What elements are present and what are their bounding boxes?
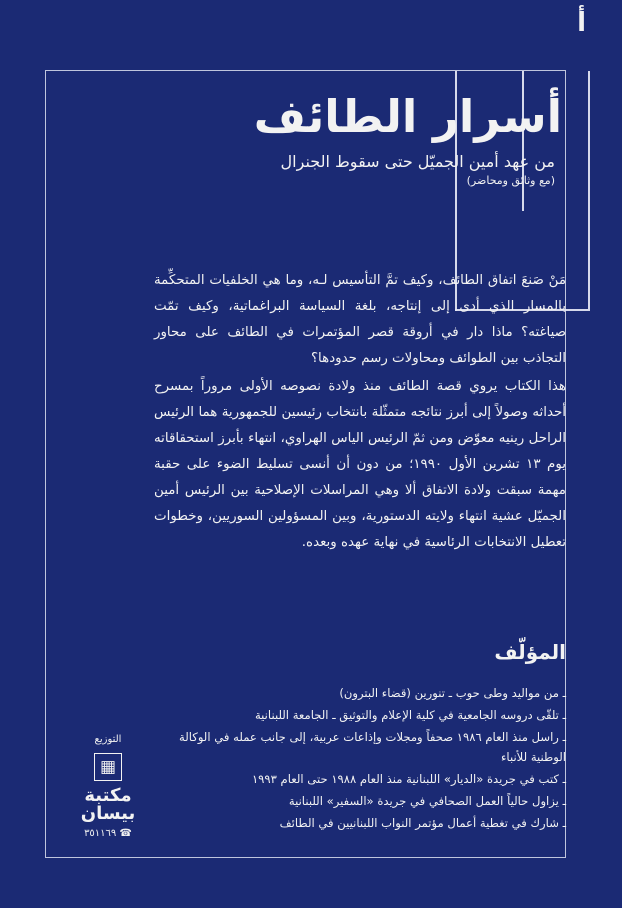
description-paragraph-1: مَنْ صَنعَ اتفاق الطائف، وكيف تمَّ التأسيس لـه، وما هي الخلفيات المتحكِّمة بالمسار الذي أدى إلى إنتاجه، بلغة السياسة البراغماتية، وكيف تمّت صياغته؟ ماذا دار في أروقة قصر المؤتمرات في الطائف على محاور التجاذب بين الطوائف ومحاولات رسم حدودها؟ bbox=[154, 273, 566, 366]
author-bio-list bbox=[146, 684, 566, 836]
author-bio-item: ـ شارك في تغطية أعمال مؤتمر النواب اللبنانيين في الطائف bbox=[279, 815, 566, 830]
author-bio-item: ـ يزاول حالياً العمل الصحافي في جريدة «السفير» اللبنانية bbox=[288, 793, 566, 808]
publisher-name: مكتبة بيسان bbox=[80, 785, 136, 824]
author-heading: المؤلّف bbox=[494, 640, 566, 664]
publisher-block bbox=[65, 735, 151, 839]
author-bio-item: ـ راسل منذ العام ١٩٨٦ صحفاً ومجلات وإذاعات عربية، إلى جانب عمله في الوكالة الوطنية للأنباء bbox=[179, 729, 566, 764]
book-subtitle-note: (مع وثائق ومحاضر) bbox=[466, 174, 555, 187]
book-description bbox=[154, 268, 566, 558]
distribution-label: التوزيع bbox=[94, 734, 122, 745]
publisher-logo-icon: ▦ bbox=[94, 753, 122, 781]
book-subtitle: من عهد أمين الجميّل حتى سقوط الجنرال bbox=[280, 152, 555, 171]
publisher-phone: ٣٥١١٦٩ ☎ bbox=[84, 828, 132, 839]
title-line-right bbox=[588, 71, 590, 311]
author-bio-item: ـ تلقّى دروسه الجامعية في كلية الإعلام والتوثيق ـ الجامعة اللبنانية bbox=[254, 707, 566, 722]
author-bio-item: ـ كتب في جريدة «الديار» اللبنانية منذ العام ١٩٨٨ حتى العام ١٩٩٣ bbox=[251, 771, 566, 786]
description-paragraph-2: هذا الكتاب يروي قصة الطائف منذ ولادة نصوصه الأولى مروراً بمسرح أحداثه وصولاً إلى أبرز نتائجه متمثّلة بانتخاب رئيسين للجمهورية هما الرئيس الراحل رينيه معوّض ومن ثمّ الرئيس الياس الهراوي، انتهاء بأبرز استحقاقاته يوم ١٣ تشرين الأول ١٩٩٠؛ من دون أن أنسى تسليط الضوء على حقبة مهمة سبقت ولادة الاتفاق ألا وهي المراسلات الإصلاحية بين الرئيس أمين الجميّل عشية انتهاء ولايته الدستورية، وبين المسؤولين السوريين، وخطوات تعطيل الانتخابات الرئاسية في نهاية عهده وبعده. bbox=[154, 379, 566, 550]
author-bio-item: ـ من مواليد وطى حوب ـ تنورين (قضاء البترون) bbox=[339, 686, 566, 700]
top-title-mark: أ bbox=[577, 8, 586, 38]
book-title: أسرار الطائف bbox=[253, 90, 562, 143]
